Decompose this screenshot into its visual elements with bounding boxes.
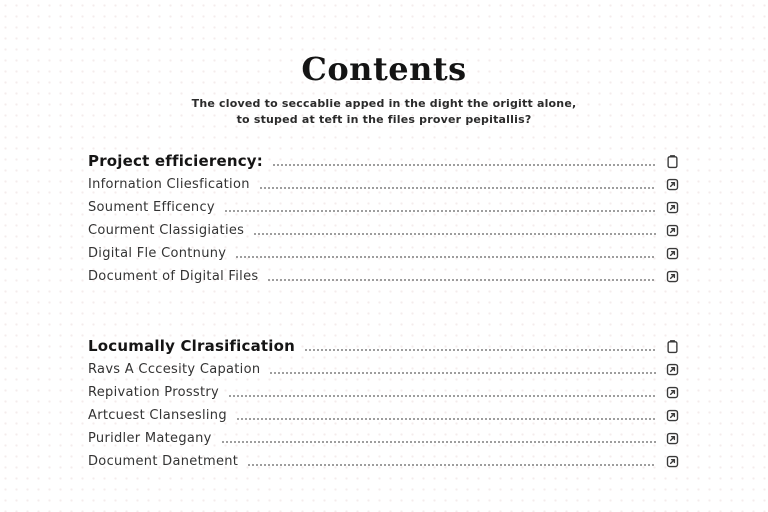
toc-item-label: Digital Fle Contnuny	[88, 245, 227, 261]
dotted-leader	[224, 208, 656, 213]
external-link-icon[interactable]	[665, 269, 680, 284]
toc-item-label: Document of Digital Files	[88, 268, 259, 284]
toc-item-row[interactable]	[88, 381, 680, 404]
toc-section	[88, 335, 680, 473]
toc-sections	[88, 150, 680, 473]
external-link-icon[interactable]	[665, 246, 680, 261]
toc-item-label: Infornation Cliesfication	[88, 176, 250, 192]
dotted-leader	[253, 231, 656, 236]
subtitle-line-2: to stuped at teft in the files prover pepitallis?	[236, 112, 532, 126]
dotted-leader	[236, 416, 656, 421]
toc-item-label: Ravs A Cccesity Capation	[88, 361, 261, 377]
clipboard-icon[interactable]	[665, 154, 680, 169]
dotted-leader	[259, 185, 656, 190]
toc-item-row[interactable]	[88, 265, 680, 288]
external-link-icon[interactable]	[665, 362, 680, 377]
toc-item-label: Document Danetment	[88, 453, 239, 469]
toc-item-row[interactable]	[88, 242, 680, 265]
page-subtitle	[88, 96, 680, 128]
dotted-leader	[221, 439, 656, 444]
toc-item-row[interactable]	[88, 173, 680, 196]
external-link-icon[interactable]	[665, 200, 680, 215]
section-header-row[interactable]	[88, 335, 680, 358]
external-link-icon[interactable]	[665, 223, 680, 238]
toc-item-row[interactable]	[88, 196, 680, 219]
dotted-leader	[235, 254, 656, 259]
external-link-icon[interactable]	[665, 454, 680, 469]
toc-item-row[interactable]	[88, 427, 680, 450]
toc-item-label: Repivation Prosstry	[88, 384, 220, 400]
section-header-row[interactable]	[88, 150, 680, 173]
external-link-icon[interactable]	[665, 177, 680, 192]
toc-item-label: Artcuest Clansesling	[88, 407, 227, 423]
section-header-label: Locumally Clrasification	[88, 337, 295, 356]
dotted-leader	[267, 277, 656, 282]
dotted-leader	[272, 162, 656, 167]
toc-item-label: Puridler Mategany	[88, 430, 212, 446]
clipboard-icon[interactable]	[665, 339, 680, 354]
toc-item-row[interactable]	[88, 358, 680, 381]
dotted-leader	[228, 393, 656, 398]
dotted-leader	[269, 370, 656, 375]
external-link-icon[interactable]	[665, 408, 680, 423]
toc-item-row[interactable]	[88, 450, 680, 473]
toc-item-label: Soument Efficency	[88, 199, 215, 215]
toc-item-row[interactable]	[88, 404, 680, 427]
toc-item-label: Courment Classigiaties	[88, 222, 245, 238]
page-title: Contents	[301, 50, 467, 88]
contents-column	[88, 0, 680, 473]
toc-item-row[interactable]	[88, 219, 680, 242]
section-header-label: Project efficierency:	[88, 152, 263, 171]
dotted-leader	[304, 347, 656, 352]
external-link-icon[interactable]	[665, 385, 680, 400]
external-link-icon[interactable]	[665, 431, 680, 446]
dotted-leader	[247, 462, 656, 467]
subtitle-line-1: The cloved to seccablie apped in the dight the origitt alone,	[191, 97, 577, 110]
toc-section	[88, 150, 680, 288]
